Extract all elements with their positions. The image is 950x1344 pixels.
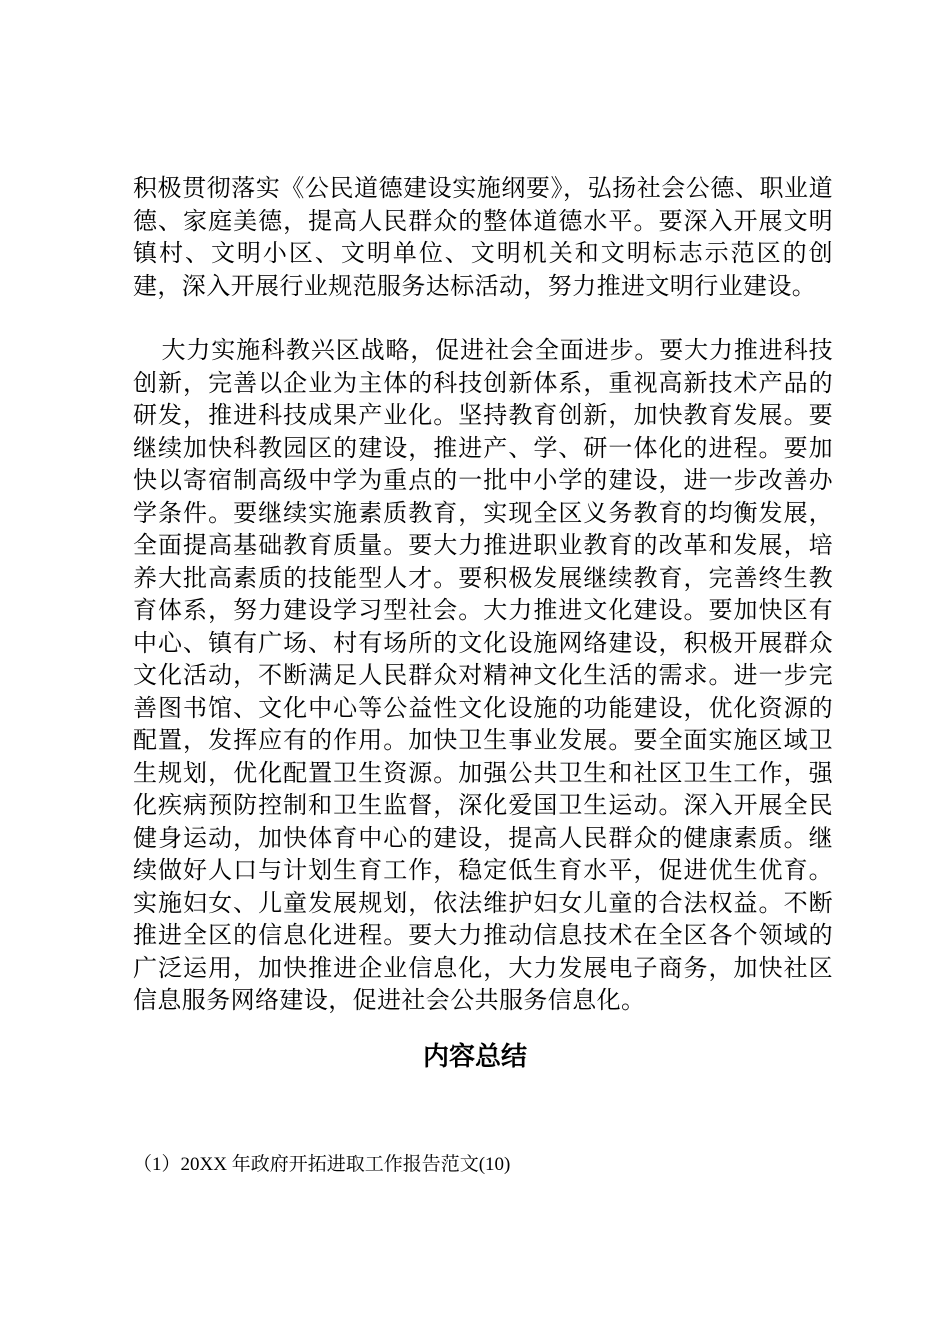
body-paragraph-2-wrapper — [133, 334, 833, 1017]
body-paragraph-2: 大力实施科教兴区战略，促进社会全面进步。要大力推进科技创新，完善以企业为主体的科技创新体系，重视高新技术产品的研发，推进科技成果产业化。坚持教育创新，加快教育发展。要继续加快科教园区的建设，推进产、学、研一体化的进程。要加快以寄宿制高级中学为重点的一批中小学的建设，进一步改善办学条件。要继续实施素质教育，实现全区义务教育的均衡发展，全面提高基础教育质量。要大力推进职业教育的改革和发展，培养大批高素质的技能型人才。要积极发展继续教育，完善终生教育体系，努力建设学习型社会。大力推进文化建设。要加快区有中心、镇有广场、村有场所的文化设施网络建设，积极开展群众文化活动，不断满足人民群众对精神文化生活的需求。进一步完善图书馆、文化中心等公益性文化设施的功能建设，优化资源的配置，发挥应有的作用。加快卫生事业发展。要全面实施区域卫生规划，优化配置卫生资源。加强公共卫生和社区卫生工作，强化疾病预防控制和卫生监督，深化爱国卫生运动。深入开展全民健身运动，加快体育中心的建设，提高人民群众的健康素质。继续做好人口与计划生育工作，稳定低生育水平，促进优生优育。实施妇女、儿童发展规划，依法维护妇女儿童的合法权益。不断推进全区的信息化进程。要大力推动信息技术在全区各个领域的广泛运用，加快推进企业信息化，大力发展电子商务，加快社区信息服务网络建设，促进社会公共服务信息化。 — [133, 336, 833, 1014]
summary-heading: 内容总结 — [422, 1042, 527, 1072]
body-paragraph-1: 积极贯彻落实《公民道德建设实施纲要》，弘扬社会公德、职业道德、家庭美德，提高人民群众的整体道德水平。要深入开展文明镇村、文明小区、文明单位、文明机关和文明标志示范区的创建，深入开展行业规范服务达标活动，努力推进文明行业建设。 — [133, 174, 833, 300]
summary-item: （1）20XX 年政府开拓进取工作报告范文(10) — [133, 1154, 511, 1175]
